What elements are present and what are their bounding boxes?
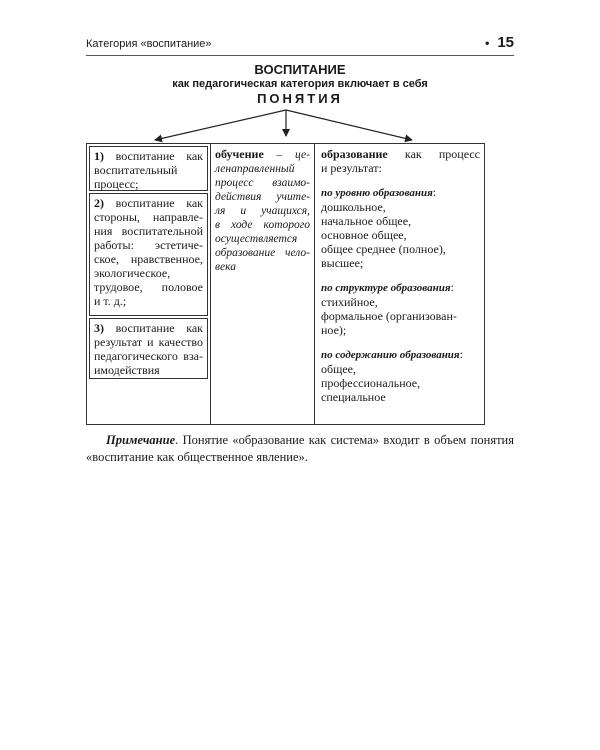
education-term: образование [321,147,388,161]
box1-line1: воспитание как [115,149,203,163]
note-text: . Понятие «образование как система» входит в объем понятия «воспитание как общественное явление». [86,433,514,464]
level-item: высшее; [321,256,364,270]
box3-line1: воспитание как [115,321,203,335]
teaching-term: обучение [215,147,264,161]
box2-line5: ское, нравственное, [94,252,203,266]
title-subtitle: как педагогическая категория включает в себя [172,78,428,90]
box2-line7: трудовое, половое [94,280,203,294]
column-teaching [211,144,315,424]
teaching-line7: осуществляется [215,233,298,245]
level-item: начальное общее, [321,214,412,228]
box2-line3: ния воспитательной [94,224,203,238]
footnote [86,432,514,466]
teaching-line4: действия учите- [215,191,310,203]
education-head-line2: и результат: [321,161,382,175]
note-label: Примечание [106,433,176,447]
upbringing-box-3 [89,318,208,379]
group-level-title: по уровню образования [321,187,433,199]
box3-line4: имодействия [94,363,160,377]
content-item: общее, [321,362,356,376]
teaching-line6: в ходе которого [215,219,310,231]
level-item: дошкольное, [321,200,386,214]
teaching-line8: образование чело- [215,247,310,259]
box2-line2: стороны, направле- [94,210,203,224]
arrow-left [155,110,286,140]
teaching-line9: века [215,261,236,273]
structure-item: стихийное, [321,295,378,309]
content-item: специальное [321,390,386,404]
education-head-rest: как процесс [404,147,480,161]
column-upbringing [87,144,211,424]
box1-line2: воспитательный [94,163,178,177]
content-item: профессиональное, [321,376,421,390]
header-bullet: • [485,36,490,50]
level-item: общее среднее (полное), [321,242,446,256]
box1-num: 1) [94,149,104,163]
title-main: ВОСПИТАНИЕ [254,62,346,77]
box1-line3: процесс; [94,177,139,191]
upbringing-box-2 [89,193,208,316]
header-category: Категория «воспитание» [86,38,212,50]
teaching-line5: ля и учащихся, [215,205,310,217]
box3-line2: результат и качество [94,335,203,349]
teaching-dash: – [263,149,296,161]
teaching-line1: це- [295,149,310,161]
box2-line8: и т. д.; [94,294,127,308]
teaching-line3: процесс взаимо- [215,177,310,189]
upbringing-box-1 [89,146,208,191]
box3-num: 3) [94,321,104,335]
concepts-table [86,143,485,425]
box2-line4: работы: эстетиче- [94,238,203,252]
page-number-value: 15 [497,34,514,51]
teaching-line2: ленаправленный [215,163,295,175]
group-structure-title: по структуре образования [321,282,451,294]
level-item: основное общее, [321,228,407,242]
box2-line1: воспитание как [115,196,203,210]
box3-line3: педагогического вза- [94,349,203,363]
box2-line6: экологическое, [94,266,171,280]
group-content-title: по содержанию образования [321,349,460,361]
arrow-right [286,110,412,140]
column-education: образование как процесс и результат: по уровню образования: дошкольное, начальное общее, основное общее, общее среднее (полное), высшее; по структуре образования: стихийное, формальное (организован- ное); по содержанию образования: общее, профессиональное, специальное [321,147,480,404]
title-concepts: ПОНЯТИЯ [257,91,343,106]
structure-item: формальное (организован- [321,309,457,323]
structure-item: ное); [321,323,347,337]
box2-num: 2) [94,196,104,210]
